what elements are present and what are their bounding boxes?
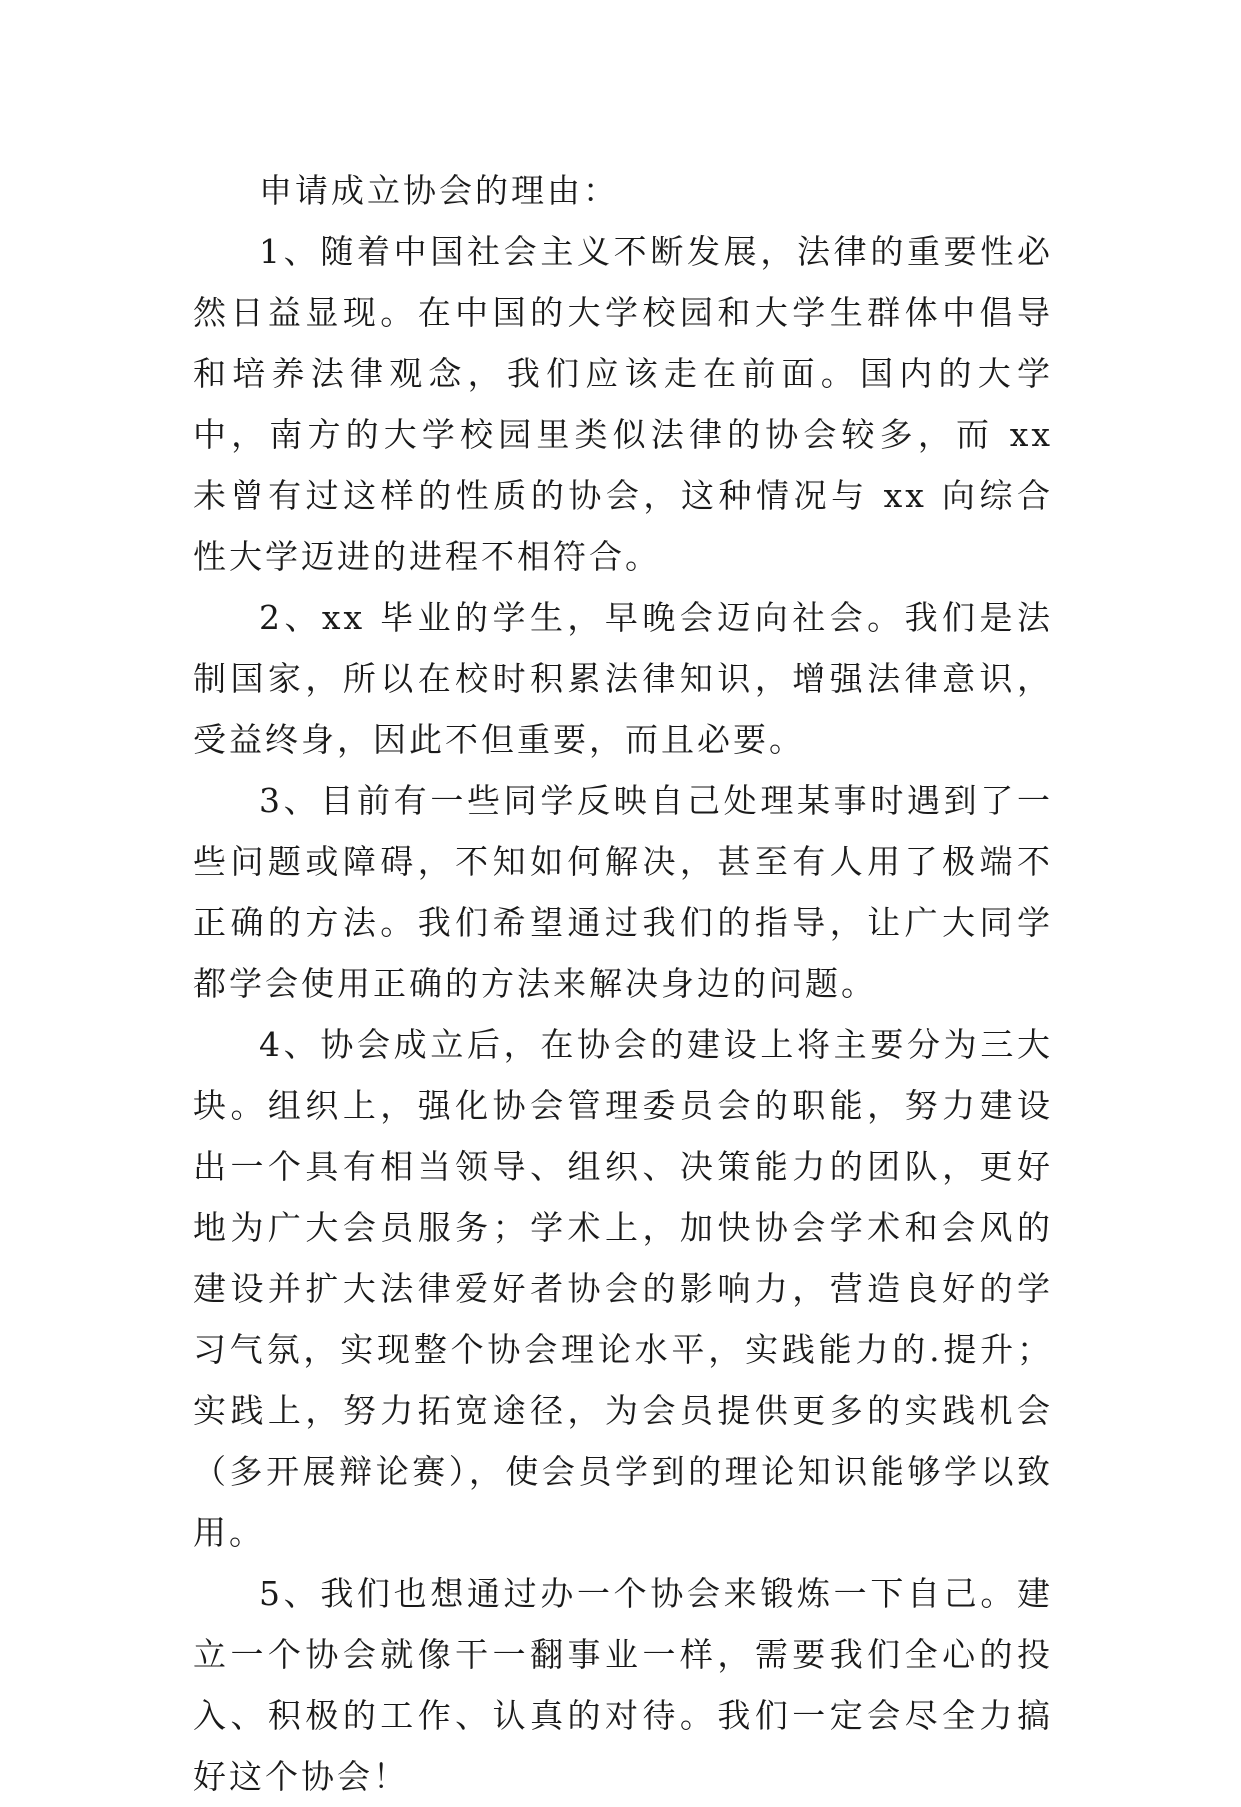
paragraph-reason-1: 1、随着中国社会主义不断发展，法律的重要性必然日益显现。在中国的大学校园和大学生群体中倡导和培养法律观念，我们应该走在前面。国内的大学中，南方的大学校园里类似法律的协会较多，而 xx 未曾有过这样的性质的协会，这种情况与 xx 向综合性大学迈进的进程不相符合。 (193, 232, 1053, 576)
document-body (193, 160, 1053, 1807)
paragraph-reason-3: 3、目前有一些同学反映自己处理某事时遇到了一些问题或障碍，不知如何解决，甚至有人用了极端不正确的方法。我们希望通过我们的指导，让广大同学都学会使用正确的方法来解决身边的问题。 (193, 781, 1053, 1003)
paragraph-reason-4: 4、协会成立后，在协会的建设上将主要分为三大块。组织上，强化协会管理委员会的职能，努力建设出一个具有相当领导、组织、决策能力的团队，更好地为广大会员服务；学术上，加快协会学术和会风的建设并扩大法律爱好者协会的影响力，营造良好的学习气氛，实现整个协会理论水平，实践能力的.提升；实践上，努力拓宽途径，为会员提供更多的实践机会（多开展辩论赛），使会员学到的理论知识能够学以致用。 (193, 1025, 1053, 1552)
paragraph-reason-5: 5、我们也想通过办一个协会来锻炼一下自己。建立一个协会就像干一翻事业一样，需要我们全心的投入、积极的工作、认真的对待。我们一定会尽全力搞好这个协会！ (193, 1574, 1053, 1796)
paragraph-reason-2: 2、xx 毕业的学生，早晚会迈向社会。我们是法制国家，所以在校时积累法律知识，增强法律意识，受益终身，因此不但重要，而且必要。 (193, 598, 1053, 759)
paragraph-heading: 申请成立协会的理由： (259, 171, 619, 210)
